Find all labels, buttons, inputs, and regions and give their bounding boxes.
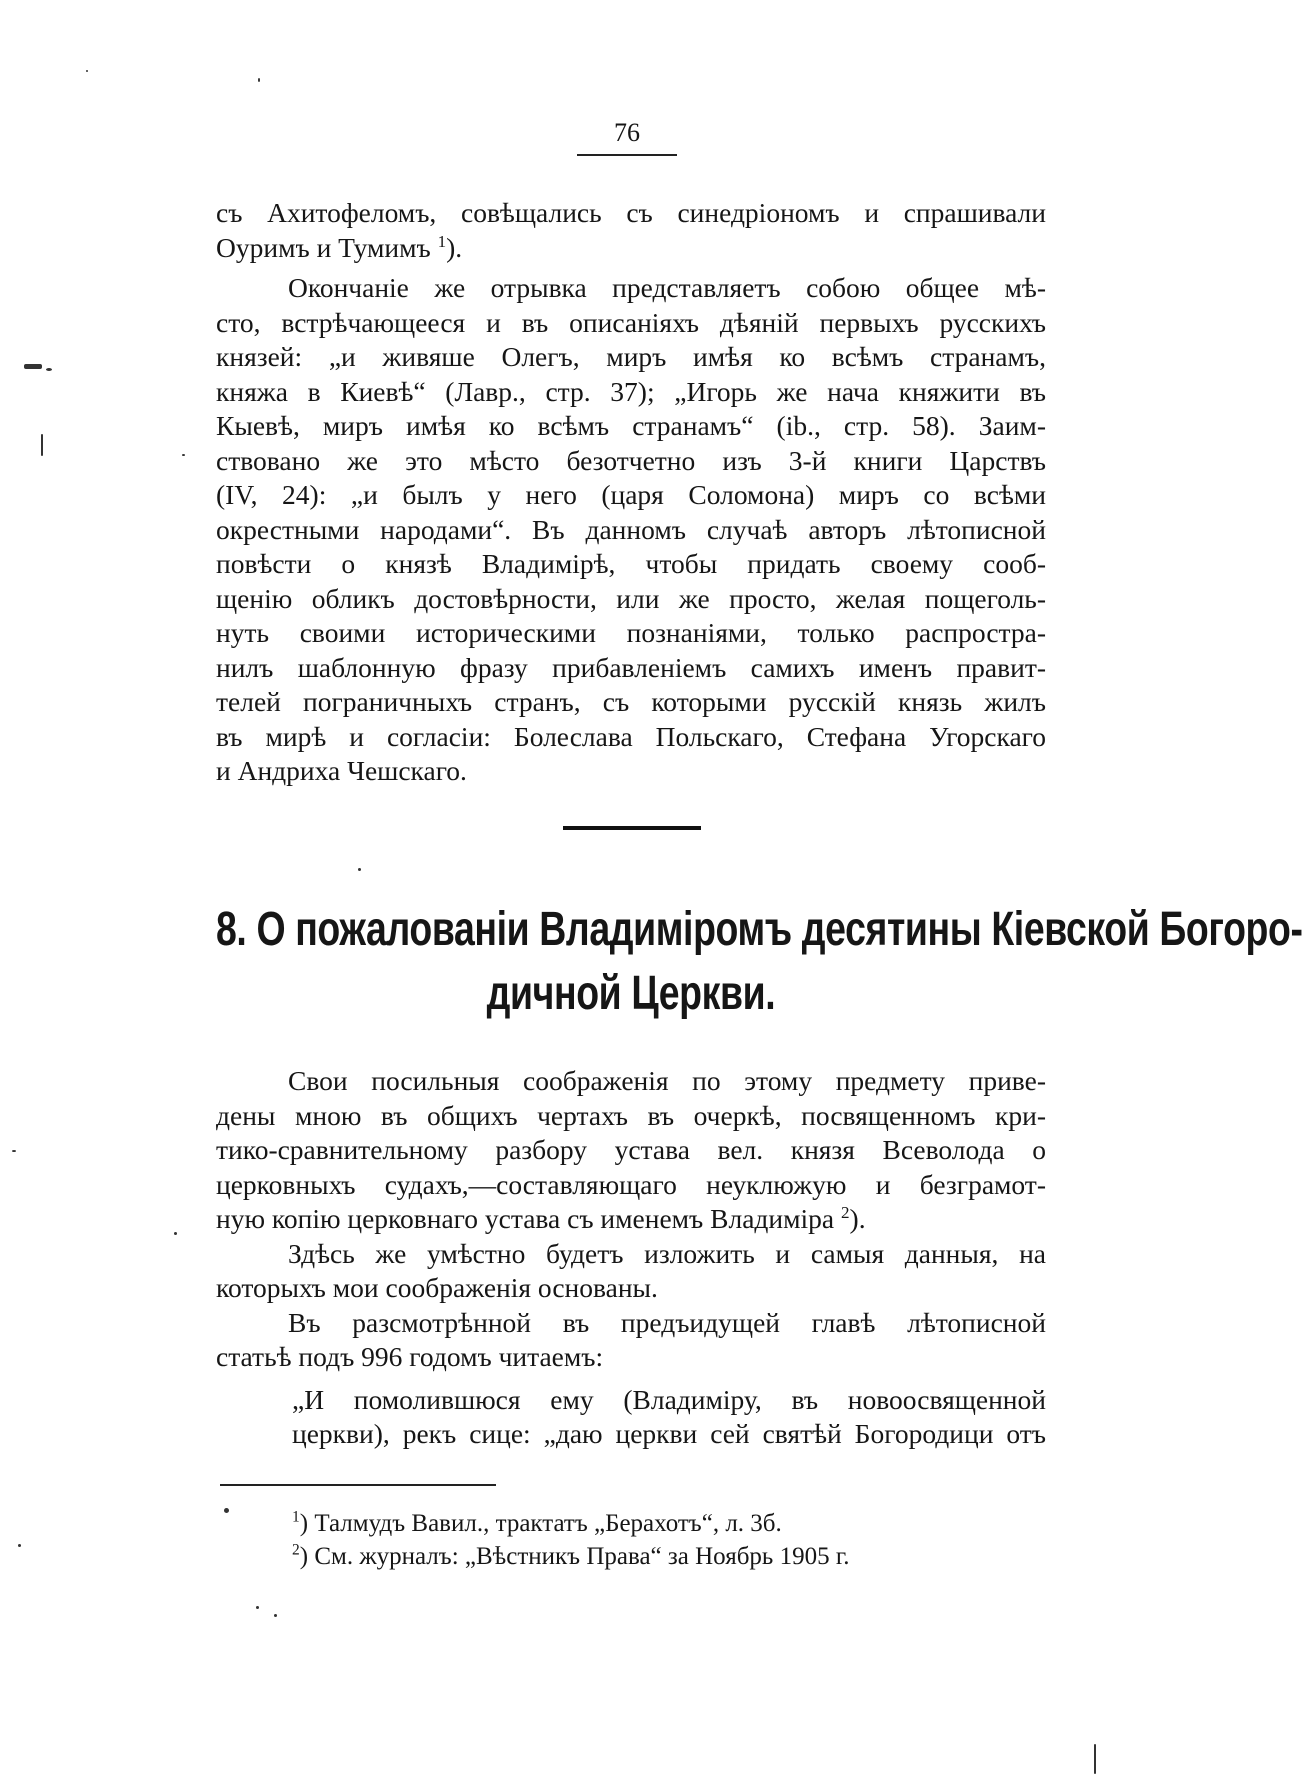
footnote-ref: 1 xyxy=(437,231,447,251)
scan-speck xyxy=(86,70,88,72)
text-line: съ Ахитофеломъ, совѣщались съ синедріономъ и спрашивали xyxy=(216,197,1046,228)
footnote xyxy=(292,1507,1052,1540)
footnote-rule xyxy=(220,1484,496,1486)
text-line: церкви), рекъ сице: „даю церкви сей святѣй Богородици отъ xyxy=(292,1418,1046,1449)
text-fragment: ную копію церковнаго устава съ именемъ Владиміра xyxy=(216,1203,835,1234)
section-title-line: дичной Церкви. xyxy=(486,967,776,1020)
footnote-ref: 2 xyxy=(841,1202,850,1222)
text-line: телей пограничныхъ странъ, съ которыми русскій князь жилъ xyxy=(216,686,1046,717)
footnotes xyxy=(292,1507,1052,1573)
text-line: щенію обликъ достовѣрности, или же просто, желая пощеголь- xyxy=(216,582,1046,614)
text-line: Свои посильныя соображенія по этому предмету приве- xyxy=(288,1065,1046,1096)
text-line: статьѣ подъ 996 годомъ читаемъ: xyxy=(216,1341,604,1372)
text-line: нилъ шаблонную фразу прибавленіемъ самихъ именъ правит- xyxy=(216,651,1046,683)
scan-speck xyxy=(12,1150,16,1152)
text-line: тико-сравнительному разбору устава вел. князя Всеволода о xyxy=(216,1134,1046,1165)
text-line: въ мирѣ и согласіи: Болеслава Польскаго, Стефана Угорскаго xyxy=(216,720,1046,752)
text-line: княжа в Киевѣ“ (Лавр., стр. 37); „Игорь же нача княжити въ xyxy=(216,375,1046,407)
footnote-text: ) См. журналъ: „Вѣстникъ Права“ за Ноябрь 1905 г. xyxy=(299,1543,850,1570)
text-fragment: ). xyxy=(446,231,463,263)
page-number-rule xyxy=(577,154,677,156)
top-text xyxy=(216,196,1046,789)
scan-speck xyxy=(46,368,52,371)
scan-speck xyxy=(24,364,42,369)
text-line: князей: „и живяше Олегъ, миръ имѣя ко всѣмъ странамъ, xyxy=(216,341,1046,372)
text-line: (IV, 24): „и былъ у него (царя Соломона) миръ со всѣми xyxy=(216,479,1046,510)
footnote xyxy=(292,1540,1052,1573)
text-line xyxy=(216,1202,1046,1237)
section-title-line: 8. О пожалованіи Владиміромъ десятины Кіевской Богоро- xyxy=(216,903,1303,956)
text-line: церковныхъ судахъ,—составляющаго неуклюжую и безграмот- xyxy=(216,1168,1046,1200)
text-line xyxy=(216,231,1046,266)
section-title xyxy=(216,898,1303,1026)
scan-speck xyxy=(358,868,361,871)
text-line: и Андриха Чешскаго. xyxy=(216,755,467,786)
text-line: нуть своими историческими познаніями, только распростра- xyxy=(216,617,1046,648)
scan-speck xyxy=(174,1232,177,1235)
text-line: Окончаніе же отрывка представляетъ собою общее мѣ- xyxy=(288,272,1046,303)
scan-speck xyxy=(258,78,260,82)
scan-speck xyxy=(41,434,43,456)
footnote-mark: 2 xyxy=(292,1541,300,1559)
bottom-text xyxy=(216,1064,1046,1452)
section-divider xyxy=(563,826,701,830)
text-fragment: ). xyxy=(849,1203,866,1234)
text-fragment: Оуримъ и Тумимъ xyxy=(216,231,431,263)
scan-speck xyxy=(274,1614,277,1617)
text-line: Въ разсмотрѣнной въ предъидущей главѣ лѣтописной xyxy=(288,1306,1046,1338)
scan-speck xyxy=(256,1606,259,1609)
text-line: дены мною въ общихъ чертахъ въ очеркѣ, посвященномъ кри- xyxy=(216,1099,1046,1131)
text-line: Здѣсь же умѣстно будетъ изложить и самыя данныя, на xyxy=(288,1237,1046,1269)
footnote-mark: 1 xyxy=(292,1508,300,1526)
text-line: повѣсти о князѣ Владимірѣ, чтобы придать своему сооб- xyxy=(216,548,1046,579)
scan-speck xyxy=(18,1544,21,1547)
text-line: окрестными народами“. Въ данномъ случаѣ авторъ лѣтописной xyxy=(216,513,1046,545)
text-line: сто, встрѣчающееся и въ описаніяхъ дѣяній первыхъ русскихъ xyxy=(216,306,1046,338)
footnote-text: ) Талмудъ Вавил., трактатъ „Берахотъ“, л. 3б. xyxy=(299,1510,782,1537)
page-number: 76 xyxy=(614,118,640,147)
scan-speck xyxy=(224,1508,229,1513)
text-line: Кыевѣ, миръ имѣя ко всѣмъ странамъ“ (ib., стр. 58). Заим- xyxy=(216,410,1046,441)
scan-speck xyxy=(1094,1744,1096,1774)
text-line: ствовано же это мѣсто безотчетно изъ 3-й книги Царствъ xyxy=(216,444,1046,476)
text-line: которыхъ мои соображенія основаны. xyxy=(216,1272,658,1303)
text-line: „И помолившюся ему (Владиміру, въ новоосвященной xyxy=(292,1383,1046,1415)
scan-speck xyxy=(182,454,185,456)
